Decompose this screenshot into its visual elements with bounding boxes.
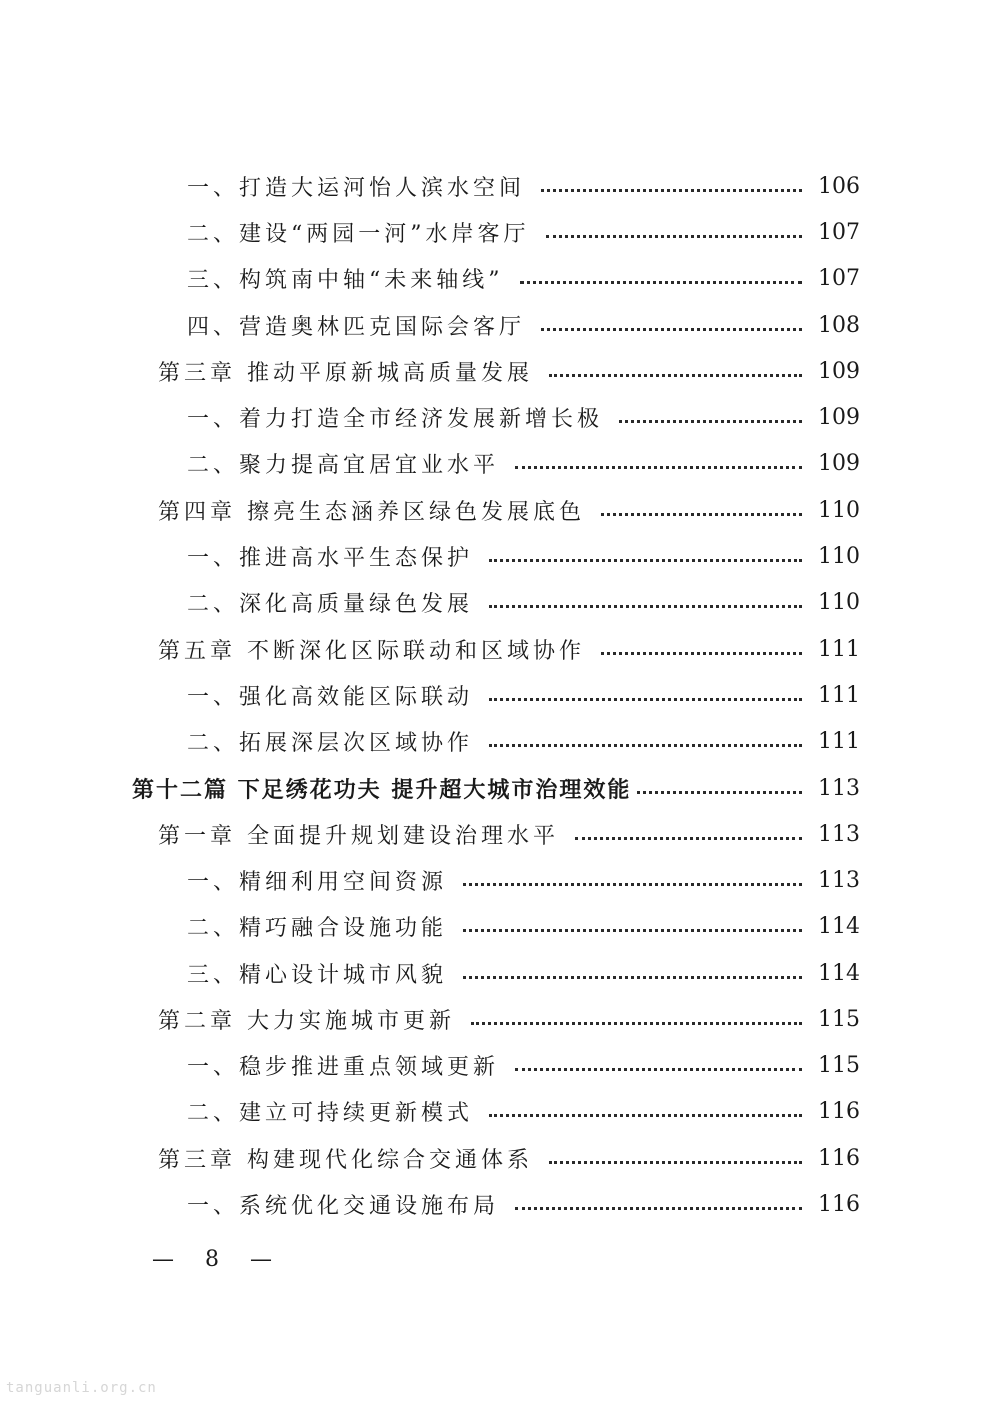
toc-entry-title: 第四章 擦亮生态涵养区绿色发展底色 bbox=[158, 499, 585, 525]
watermark: tanguanli.org.cn bbox=[6, 1380, 157, 1396]
toc-entry-page: 116 bbox=[818, 1098, 860, 1124]
toc-entry[interactable] bbox=[187, 862, 860, 898]
toc-entry-title: 二、聚力提高宜居宜业水平 bbox=[187, 452, 500, 478]
toc-entry-page: 107 bbox=[818, 219, 860, 245]
dot-leader bbox=[601, 513, 802, 516]
toc-entry-page: 115 bbox=[818, 1006, 860, 1032]
toc-entry-title: 一、着力打造全市经济发展新增长极 bbox=[187, 406, 604, 432]
dot-leader bbox=[619, 420, 802, 423]
toc-entry-page: 109 bbox=[818, 450, 860, 476]
dot-leader bbox=[549, 374, 802, 377]
toc-entry-title: 第三章 推动平原新城高质量发展 bbox=[158, 360, 533, 386]
toc-entry[interactable] bbox=[158, 631, 860, 667]
toc-entry-page: 114 bbox=[818, 960, 860, 986]
toc-entry-page: 111 bbox=[818, 682, 860, 708]
dot-leader bbox=[515, 1207, 802, 1210]
toc-entry-page: 111 bbox=[818, 636, 860, 662]
toc-entry-page: 107 bbox=[818, 265, 860, 291]
toc-entry[interactable] bbox=[187, 908, 860, 944]
toc-entry[interactable] bbox=[187, 445, 860, 481]
toc-entry[interactable] bbox=[187, 538, 860, 574]
toc-entry[interactable] bbox=[187, 1186, 860, 1222]
toc-entry-page: 109 bbox=[818, 404, 860, 430]
page-number: — 8 — bbox=[152, 1247, 284, 1272]
toc-entry-title: 第五章 不断深化区际联动和区域协作 bbox=[158, 638, 585, 664]
dot-leader bbox=[601, 652, 802, 655]
toc-entry-page: 116 bbox=[818, 1191, 860, 1217]
dot-leader bbox=[463, 976, 802, 979]
toc-entry-page: 110 bbox=[818, 543, 860, 569]
toc-entry[interactable] bbox=[187, 307, 860, 343]
toc-entry-title: 第一章 全面提升规划建设治理水平 bbox=[158, 823, 559, 849]
dot-leader bbox=[489, 744, 802, 747]
toc-entry-page: 109 bbox=[818, 358, 860, 384]
toc-entry[interactable] bbox=[187, 677, 860, 713]
toc-entry-title: 一、稳步推进重点领域更新 bbox=[187, 1054, 500, 1080]
toc-entry-title: 第十二篇 下足绣花功夫 提升超大城市治理效能 bbox=[132, 777, 632, 803]
toc-entry-page: 113 bbox=[818, 867, 860, 893]
toc-entry[interactable] bbox=[187, 260, 860, 296]
dot-leader bbox=[541, 189, 802, 192]
toc-entry-page: 106 bbox=[818, 173, 860, 199]
toc-entry-page: 108 bbox=[818, 312, 860, 338]
dot-leader bbox=[541, 328, 802, 331]
toc-entry[interactable] bbox=[187, 168, 860, 204]
toc-entry-title: 二、拓展深层次区域协作 bbox=[187, 730, 474, 756]
toc-entry[interactable] bbox=[158, 1001, 860, 1037]
toc-entry-title: 一、强化高效能区际联动 bbox=[187, 684, 474, 710]
toc-entry-title: 二、建立可持续更新模式 bbox=[187, 1100, 474, 1126]
toc-entry[interactable] bbox=[187, 1093, 860, 1129]
toc-entry[interactable] bbox=[158, 816, 860, 852]
toc-entry[interactable] bbox=[187, 955, 860, 991]
toc-entry-page: 110 bbox=[818, 589, 860, 615]
dot-leader bbox=[489, 1114, 802, 1117]
toc-entry[interactable] bbox=[158, 1140, 860, 1176]
toc-entry-page: 113 bbox=[818, 821, 860, 847]
dot-leader bbox=[463, 883, 802, 886]
toc-entry-title: 二、深化高质量绿色发展 bbox=[187, 591, 474, 617]
dot-leader bbox=[489, 605, 802, 608]
toc-entry-title: 二、建设“两园一河”水岸客厅 bbox=[187, 221, 530, 247]
dot-leader bbox=[520, 281, 803, 284]
toc-entry-title: 一、推进高水平生态保护 bbox=[187, 545, 474, 571]
dot-leader bbox=[546, 235, 803, 238]
dot-leader bbox=[515, 1068, 802, 1071]
toc-part-heading[interactable] bbox=[132, 770, 860, 806]
dot-leader bbox=[489, 698, 802, 701]
toc-entry-title: 三、构筑南中轴“未来轴线” bbox=[187, 267, 504, 293]
toc-entry[interactable] bbox=[158, 353, 860, 389]
toc-entry-title: 一、系统优化交通设施布局 bbox=[187, 1193, 500, 1219]
dot-leader bbox=[463, 929, 802, 932]
dot-leader bbox=[575, 837, 802, 840]
toc-entry-page: 110 bbox=[818, 497, 860, 523]
toc-entry-page: 114 bbox=[818, 913, 860, 939]
toc-entry-title: 四、营造奥林匹克国际会客厅 bbox=[187, 314, 526, 340]
dot-leader bbox=[471, 1022, 802, 1025]
dot-leader bbox=[637, 791, 802, 794]
dot-leader bbox=[489, 559, 802, 562]
toc-entry-page: 115 bbox=[818, 1052, 860, 1078]
toc-entry-page: 113 bbox=[818, 775, 860, 801]
toc-entry-page: 111 bbox=[818, 728, 860, 754]
toc-entry[interactable] bbox=[187, 399, 860, 435]
dot-leader bbox=[515, 466, 802, 469]
toc-entry[interactable] bbox=[187, 723, 860, 759]
toc-entry[interactable] bbox=[187, 584, 860, 620]
toc-entry-title: 二、精巧融合设施功能 bbox=[187, 915, 448, 941]
toc-entry-title: 一、打造大运河怡人滨水空间 bbox=[187, 175, 526, 201]
dot-leader bbox=[549, 1161, 802, 1164]
toc-entry[interactable] bbox=[187, 214, 860, 250]
toc-entry[interactable] bbox=[158, 492, 860, 528]
toc-entry-title: 一、精细利用空间资源 bbox=[187, 869, 448, 895]
toc-entry-title: 第二章 大力实施城市更新 bbox=[158, 1008, 455, 1034]
toc-entry-title: 三、精心设计城市风貌 bbox=[187, 962, 448, 988]
toc-entry[interactable] bbox=[187, 1047, 860, 1083]
toc-entry-page: 116 bbox=[818, 1145, 860, 1171]
toc-entry-title: 第三章 构建现代化综合交通体系 bbox=[158, 1147, 533, 1173]
